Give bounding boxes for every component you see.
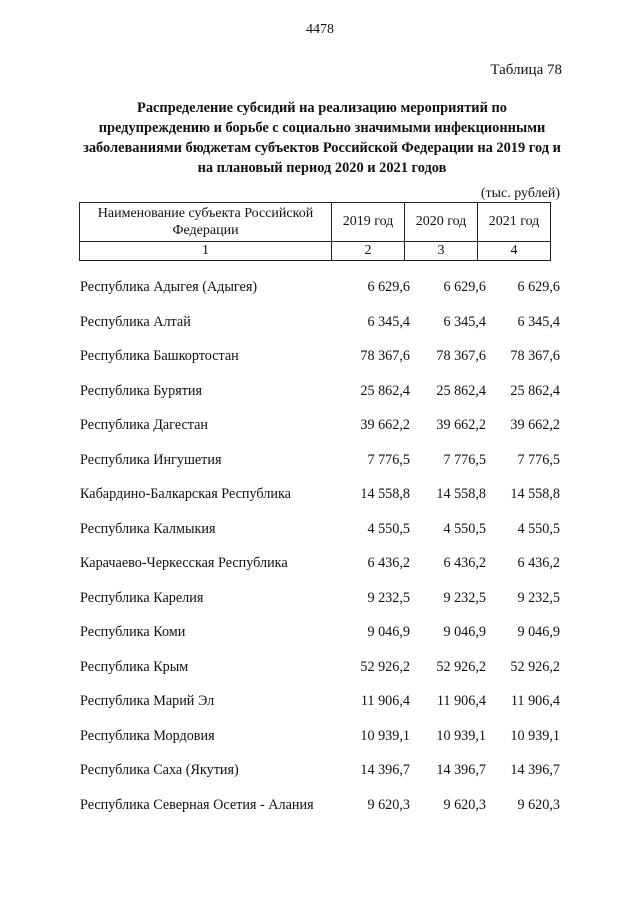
table-row — [80, 650, 564, 685]
table-row — [80, 684, 564, 719]
value-2021: 52 926,2 — [510, 658, 560, 675]
region-name: Республика Саха (Якутия) — [80, 762, 239, 778]
table-row — [80, 374, 564, 409]
column-number-4: 4 — [478, 242, 551, 261]
table-row — [80, 305, 564, 340]
table-row — [80, 512, 564, 547]
column-number-3: 3 — [405, 242, 478, 261]
value-2019: 14 396,7 — [360, 762, 410, 778]
table-row — [80, 270, 564, 305]
value-2020: 52 926,2 — [436, 658, 486, 675]
value-2020: 11 906,4 — [436, 693, 486, 709]
value-2019: 11 906,4 — [360, 693, 410, 709]
value-2021: 14 558,8 — [510, 486, 560, 502]
region-name: Республика Коми — [80, 624, 186, 640]
region-name: Республика Северная Осетия - Алания — [80, 796, 314, 813]
value-2021: 9 046,9 — [517, 624, 560, 640]
page-number: 4478 — [306, 22, 334, 37]
table-header — [79, 202, 551, 261]
region-name: Республика Марий Эл — [80, 693, 215, 709]
table-row — [80, 477, 564, 512]
value-2020: 14 396,7 — [436, 762, 486, 778]
region-name: Карачаево-Черкесская Республика — [80, 555, 288, 571]
value-2019: 78 367,6 — [360, 348, 410, 364]
value-2019: 6 436,2 — [367, 555, 410, 571]
table-row — [80, 546, 564, 581]
value-2019: 52 926,2 — [360, 658, 410, 675]
value-2021: 6 436,2 — [517, 555, 560, 571]
value-2021: 6 345,4 — [517, 313, 560, 330]
value-2019: 10 939,1 — [360, 727, 410, 744]
value-2019: 4 550,5 — [367, 520, 410, 537]
value-2019: 6 345,4 — [367, 313, 410, 330]
value-2021: 9 620,3 — [517, 796, 560, 813]
value-2020: 14 558,8 — [436, 486, 486, 502]
region-name: Республика Бурятия — [80, 382, 203, 399]
table-row — [80, 615, 564, 650]
table-row — [80, 719, 564, 754]
value-2021: 25 862,4 — [510, 382, 560, 399]
value-2019: 9 046,9 — [367, 624, 410, 640]
header-year-2019: 2019 год — [332, 203, 405, 242]
value-2019: 25 862,4 — [360, 382, 410, 399]
value-2021: 39 662,2 — [510, 417, 560, 433]
value-2020: 6 629,6 — [443, 279, 486, 295]
region-name: Республика Башкортостан — [80, 348, 239, 364]
column-number-1: 1 — [80, 242, 332, 261]
value-2020: 25 862,4 — [436, 382, 486, 399]
value-2020: 4 550,5 — [443, 520, 486, 537]
document-title: Распределение субсидий на реализацию мероприятий по предупреждению и борьбе с социально значимыми инфекционными заболеваниями бюджетам субъектов Российской Федерации на 2019 год и на плановый период 2020 и 2021 годов — [83, 100, 561, 176]
value-2020: 6 345,4 — [443, 313, 486, 330]
value-2020: 9 232,5 — [443, 589, 486, 606]
value-2021: 78 367,6 — [510, 348, 560, 364]
value-2021: 7 776,5 — [517, 451, 560, 468]
value-2020: 78 367,6 — [436, 348, 486, 364]
table-row — [80, 408, 564, 443]
value-2020: 9 046,9 — [443, 624, 486, 640]
value-2021: 6 629,6 — [517, 279, 560, 295]
value-2021: 4 550,5 — [517, 520, 560, 537]
table-body — [80, 270, 564, 822]
table-row — [80, 581, 564, 616]
value-2020: 9 620,3 — [443, 796, 486, 813]
header-year-2020: 2020 год — [405, 203, 478, 242]
region-name: Республика Калмыкия — [80, 520, 216, 537]
region-name: Республика Крым — [80, 658, 189, 675]
region-name: Республика Ингушетия — [80, 451, 222, 468]
units-label: (тыс. рублей) — [480, 186, 560, 201]
value-2020: 7 776,5 — [443, 451, 486, 468]
region-name: Республика Алтай — [80, 313, 191, 330]
value-2019: 39 662,2 — [360, 417, 410, 433]
value-2020: 10 939,1 — [436, 727, 486, 744]
value-2021: 11 906,4 — [510, 693, 560, 709]
value-2019: 7 776,5 — [367, 451, 410, 468]
value-2019: 9 232,5 — [367, 589, 410, 606]
value-2020: 6 436,2 — [443, 555, 486, 571]
column-number-2: 2 — [332, 242, 405, 261]
header-year-2021: 2021 год — [478, 203, 551, 242]
value-2019: 14 558,8 — [360, 486, 410, 502]
region-name: Кабардино-Балкарская Республика — [80, 486, 291, 502]
table-row — [80, 753, 564, 788]
table-row — [80, 443, 564, 478]
value-2021: 14 396,7 — [510, 762, 560, 778]
header-region-name: Наименование субъекта Российской Федерации — [80, 203, 332, 242]
value-2021: 9 232,5 — [517, 589, 560, 606]
value-2021: 10 939,1 — [510, 727, 560, 744]
table-row — [80, 339, 564, 374]
value-2019: 6 629,6 — [367, 279, 410, 295]
table-row — [80, 788, 564, 823]
table-label: Таблица 78 — [490, 62, 562, 78]
region-name: Республика Мордовия — [80, 727, 215, 744]
value-2020: 39 662,2 — [436, 417, 486, 433]
region-name: Республика Дагестан — [80, 417, 209, 433]
region-name: Республика Карелия — [80, 589, 204, 606]
region-name: Республика Адыгея (Адыгея) — [80, 279, 258, 295]
value-2019: 9 620,3 — [367, 796, 410, 813]
